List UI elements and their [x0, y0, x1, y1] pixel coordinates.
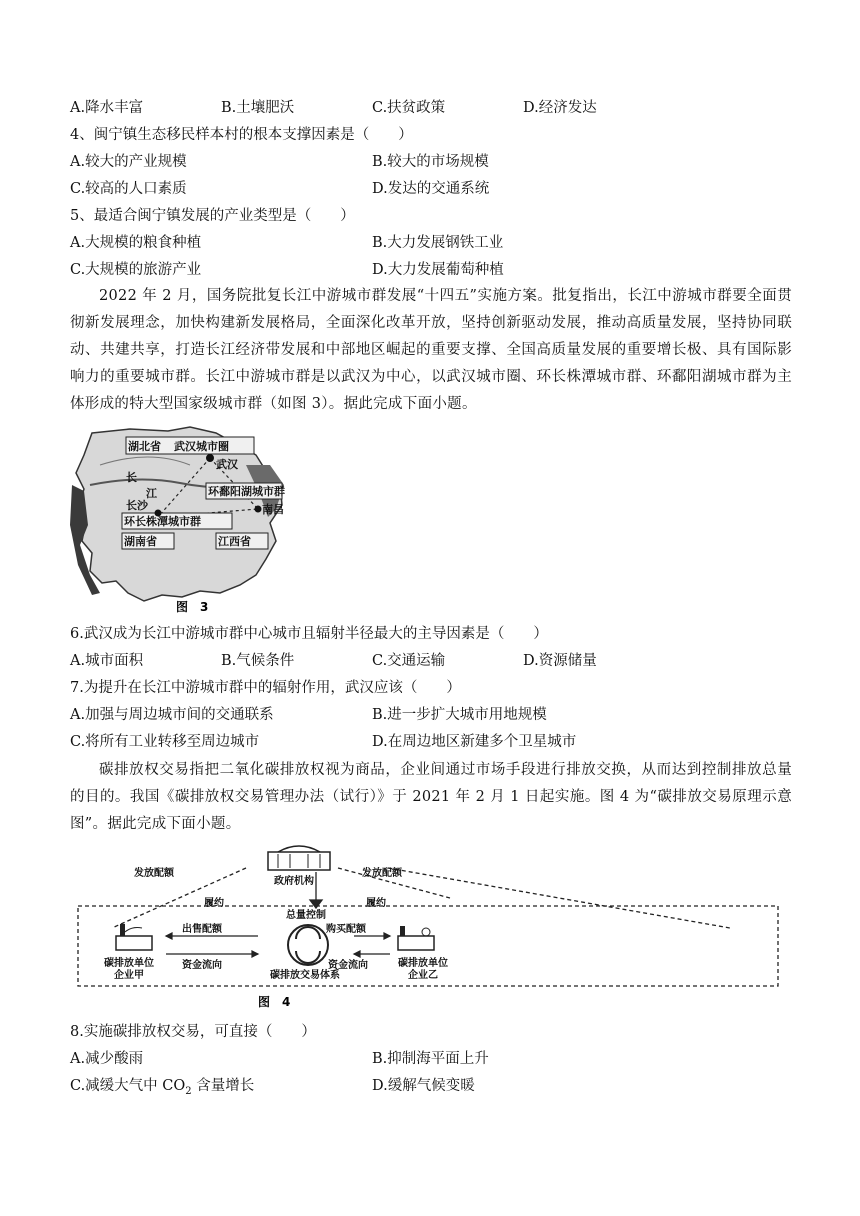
factory-a-icon	[116, 924, 152, 950]
government-building-icon	[268, 846, 330, 870]
label-changsha: 长沙	[126, 499, 148, 512]
label-issue-right: 发放配额	[362, 868, 402, 879]
q4-option-d: D.发达的交通系统	[372, 181, 490, 197]
label-nanchang: 南昌	[262, 503, 284, 516]
label-fulfil-right: 履约	[366, 898, 386, 909]
q8-option-c-text: C.减缓大气中 CO	[70, 1078, 186, 1094]
label-sell-quota: 出售配额	[182, 924, 222, 935]
label-jiang: 江	[146, 487, 157, 500]
label-issue-left: 发放配额	[134, 868, 174, 879]
label-wuhan-circle: 武汉城市圈	[174, 440, 229, 453]
factory-b-icon	[398, 926, 434, 950]
q3-option-b: B.土壤肥沃	[221, 100, 295, 116]
q7-option-a: A.加强与周边城市间的交通联系	[70, 707, 274, 723]
q3-option-d: D.经济发达	[523, 100, 597, 116]
q4-option-c: C.较高的人口素质	[70, 181, 187, 197]
q3-option-a: A.降水丰富	[70, 100, 144, 116]
label-jiangxi: 江西省	[218, 535, 251, 548]
q6-option-d: D.资源储量	[523, 653, 597, 669]
label-buy-quota: 购买配额	[326, 924, 366, 935]
figure-4-diagram	[70, 844, 790, 1016]
label-czt: 环长株潭城市群	[124, 515, 201, 528]
label-trading-system: 碳排放交易体系	[270, 970, 340, 981]
q4-option-a: A.较大的产业规模	[70, 154, 187, 170]
q5-option-b: B.大力发展钢铁工业	[372, 235, 504, 251]
q8-option-c	[70, 1076, 254, 1102]
q6-option-a: A.城市面积	[70, 653, 144, 669]
label-unit-a-line1: 碳排放单位	[104, 958, 154, 969]
trading-cycle-icon	[288, 925, 328, 965]
label-wuhan: 武汉	[216, 458, 238, 471]
wuhan-marker	[206, 454, 214, 462]
q4-option-b: B.较大的市场规模	[372, 154, 489, 170]
label-poyang: 环鄱阳湖城市群	[208, 485, 285, 498]
q5-option-c: C.大规模的旅游产业	[70, 262, 202, 278]
figure-3-map	[70, 425, 290, 615]
q6-option-b: B.气候条件	[221, 653, 295, 669]
q7-option-d: D.在周边地区新建多个卫星城市	[372, 734, 577, 750]
q3-option-c: C.扶贫政策	[372, 100, 446, 116]
question-7-stem: 7.为提升在长江中游城市群中的辐射作用，武汉应该（ ）	[70, 680, 461, 696]
label-hunan: 湖南省	[124, 535, 157, 548]
label-government: 政府机构	[274, 876, 314, 887]
question-4-stem: 4、闽宁镇生态移民样本村的根本支撑因素是（ ）	[70, 127, 413, 143]
q8-option-c-tail: 含量增长	[191, 1078, 255, 1094]
label-hubei: 湖北省	[128, 440, 161, 453]
q8-option-b: B.抑制海平面上升	[372, 1051, 489, 1067]
passage-yangtze-city-cluster: 2022 年 2 月，国务院批复长江中游城市群发展“十四五”实施方案。批复指出，长江中游城市群要全面贯彻新发展理念，加快构建新发展格局，全面深化改革开放，坚持创新驱动发展，推动高质量发展，坚持协同联动、共建共享，打造长江经济带发展和中部地区崛起的重要支撑、全国高质量发展的重要增长极、具有国际影响力的重要城市群。长江中游城市群是以武汉为中心，以武汉城市圈、环长株潭城市群、环鄱阳湖城市群为主体形成的特大型国家级城市群（如图 3）。据此完成下面小题。	[70, 288, 792, 412]
q5-option-d: D.大力发展葡萄种植	[372, 262, 504, 278]
label-unit-b-line1: 碳排放单位	[398, 958, 448, 969]
q5-option-a: A.大规模的粮食种植	[70, 235, 202, 251]
label-fund-left: 资金流向	[182, 960, 222, 971]
label-unit-a-line2: 企业甲	[114, 970, 144, 981]
label-total-control: 总量控制	[286, 910, 326, 921]
figure-4-caption: 图 4	[258, 995, 291, 1009]
q7-option-b: B.进一步扩大城市用地规模	[372, 707, 547, 723]
label-fund-right: 资金流向	[328, 960, 368, 971]
figure-3-caption: 图 3	[176, 600, 209, 614]
question-5-stem: 5、最适合闽宁镇发展的产业类型是（ ）	[70, 208, 355, 224]
nanchang-marker	[255, 506, 262, 513]
label-chang: 长	[126, 471, 137, 484]
q8-option-c-subscript: 2	[185, 1085, 192, 1097]
question-8-stem: 8.实施碳排放权交易，可直接（ ）	[70, 1024, 316, 1040]
q8-option-d: D.缓解气候变暖	[372, 1078, 475, 1094]
label-fulfil-left: 履约	[204, 898, 224, 909]
label-unit-b-line2: 企业乙	[408, 970, 438, 981]
passage-carbon-trading: 碳排放权交易指把二氧化碳排放权视为商品，企业间通过市场手段进行排放交换，从而达到控制排放总量的目的。我国《碳排放权交易管理办法（试行）》于 2021 年 2 月 1 日起实施。图 4 为“碳排放交易原理示意图”。据此完成下面小题。	[70, 762, 792, 832]
q7-option-c: C.将所有工业转移至周边城市	[70, 734, 260, 750]
q8-option-a: A.减少酸雨	[70, 1051, 144, 1067]
q6-option-c: C.交通运输	[372, 653, 446, 669]
question-6-stem: 6.武汉成为长江中游城市群中心城市且辐射半径最大的主导因素是（ ）	[70, 626, 548, 642]
